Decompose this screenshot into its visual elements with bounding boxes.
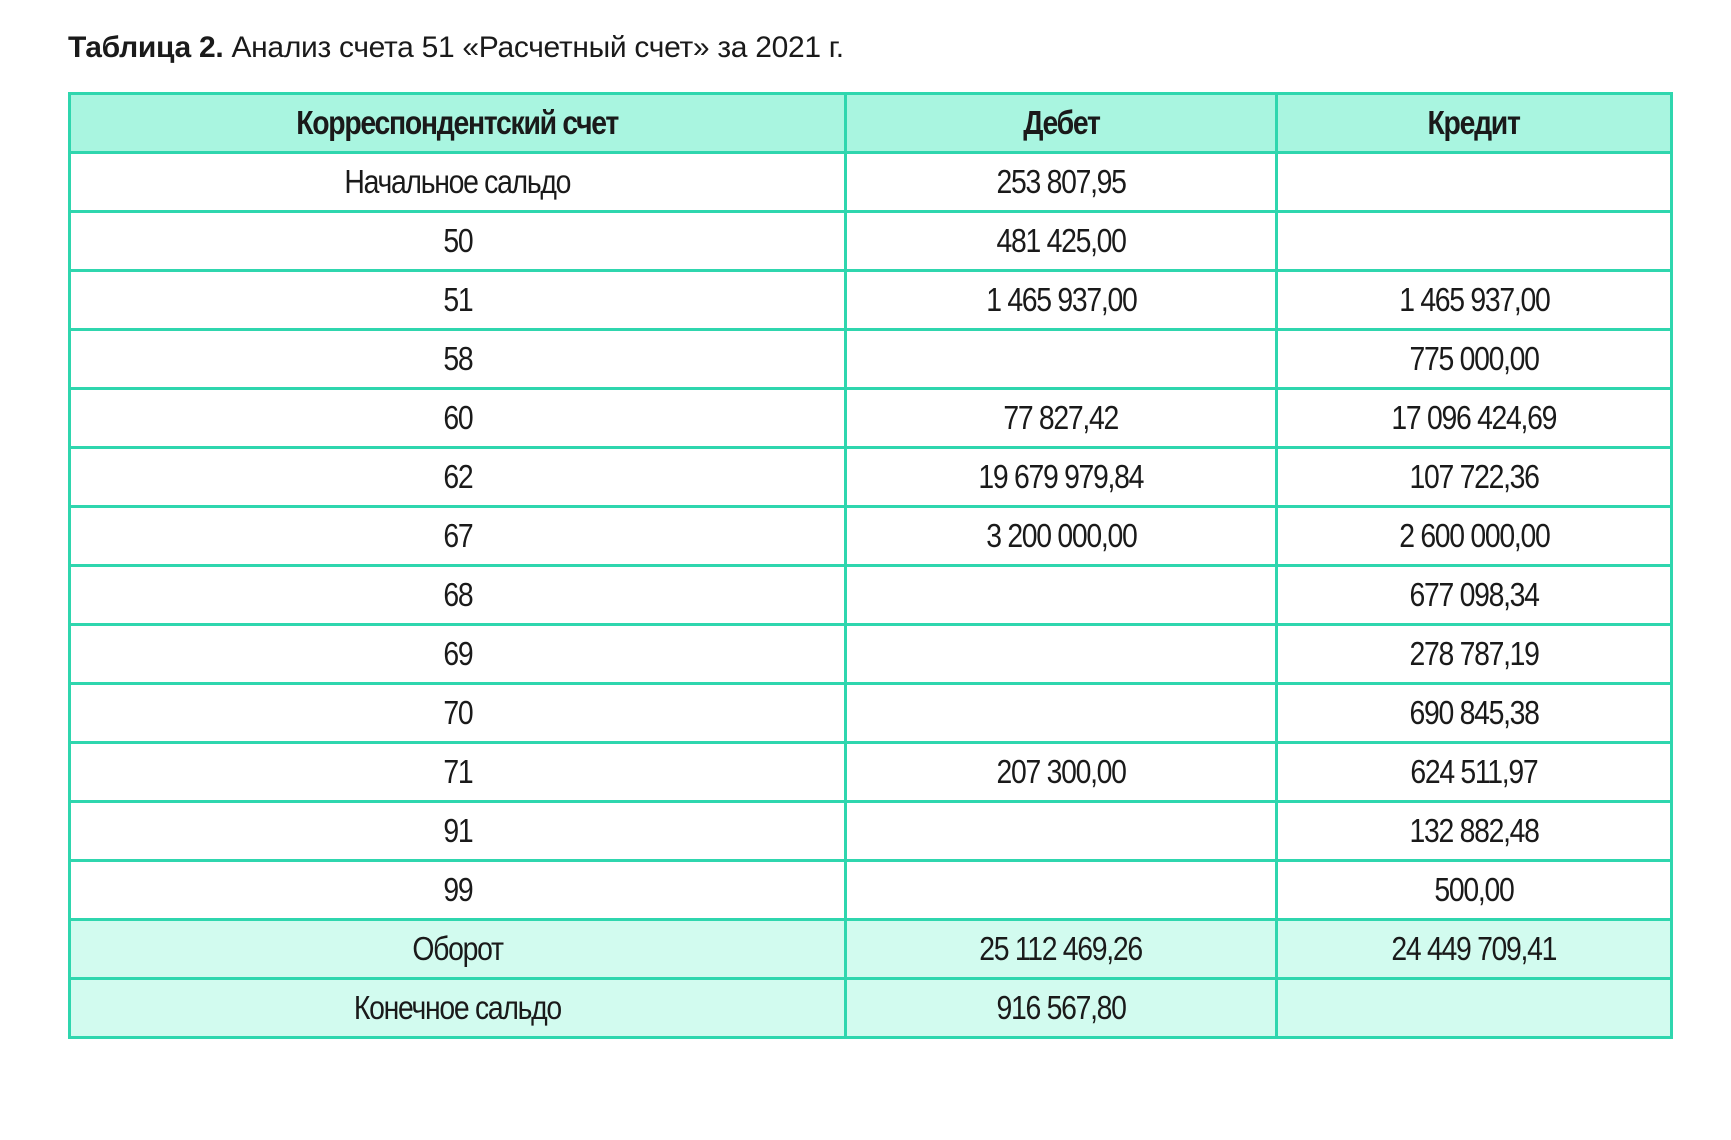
cell-credit (1277, 212, 1672, 271)
cell-account: 91 (70, 802, 846, 861)
cell-credit: 677 098,34 (1277, 566, 1672, 625)
cell-debit (846, 861, 1277, 920)
header-corresponding-account: Корреспондентский счет (70, 94, 846, 153)
cell-credit: 132 882,48 (1277, 802, 1672, 861)
cell-credit: 278 787,19 (1277, 625, 1672, 684)
table-row (70, 684, 1672, 743)
table-row (70, 802, 1672, 861)
cell-debit: 207 300,00 (846, 743, 1277, 802)
cell-debit (846, 684, 1277, 743)
cell-account: 60 (70, 389, 846, 448)
cell-account: 62 (70, 448, 846, 507)
cell-debit: 25 112 469,26 (846, 920, 1277, 979)
cell-debit: 19 679 979,84 (846, 448, 1277, 507)
table-row (70, 743, 1672, 802)
table-row (70, 153, 1672, 212)
cell-credit: 690 845,38 (1277, 684, 1672, 743)
cell-debit: 1 465 937,00 (846, 271, 1277, 330)
cell-credit: 2 600 000,00 (1277, 507, 1672, 566)
header-debit: Дебет (846, 94, 1277, 153)
cell-account: 67 (70, 507, 846, 566)
table-row (70, 448, 1672, 507)
cell-debit (846, 802, 1277, 861)
cell-account: 51 (70, 271, 846, 330)
caption-label: Таблица 2. (68, 31, 224, 64)
table-row (70, 861, 1672, 920)
table-caption (68, 28, 844, 68)
cell-debit: 253 807,95 (846, 153, 1277, 212)
cell-account: 99 (70, 861, 846, 920)
cell-account: 70 (70, 684, 846, 743)
cell-account: 69 (70, 625, 846, 684)
cell-account: Начальное сальдо (70, 153, 846, 212)
cell-debit (846, 566, 1277, 625)
cell-credit: 500,00 (1277, 861, 1672, 920)
cell-credit: 775 000,00 (1277, 330, 1672, 389)
table-row (70, 330, 1672, 389)
cell-account: 58 (70, 330, 846, 389)
cell-debit: 916 567,80 (846, 979, 1277, 1038)
cell-credit (1277, 979, 1672, 1038)
table-row (70, 507, 1672, 566)
caption-text: Анализ счета 51 «Расчетный счет» за 2021 г. (231, 31, 844, 64)
table-row (70, 271, 1672, 330)
table-row (70, 566, 1672, 625)
cell-credit: 24 449 709,41 (1277, 920, 1672, 979)
summary-row (70, 920, 1672, 979)
cell-account: Конечное сальдо (70, 979, 846, 1038)
cell-debit (846, 625, 1277, 684)
header-row (70, 94, 1672, 153)
summary-row (70, 979, 1672, 1038)
cell-debit (846, 330, 1277, 389)
cell-debit: 481 425,00 (846, 212, 1277, 271)
cell-credit: 107 722,36 (1277, 448, 1672, 507)
cell-credit: 1 465 937,00 (1277, 271, 1672, 330)
cell-debit: 3 200 000,00 (846, 507, 1277, 566)
cell-credit: 624 511,97 (1277, 743, 1672, 802)
cell-account: 50 (70, 212, 846, 271)
cell-debit: 77 827,42 (846, 389, 1277, 448)
cell-credit: 17 096 424,69 (1277, 389, 1672, 448)
table-row (70, 389, 1672, 448)
table-row (70, 212, 1672, 271)
account-analysis-table (68, 92, 1673, 1039)
cell-account: 71 (70, 743, 846, 802)
header-credit: Кредит (1277, 94, 1672, 153)
cell-account: 68 (70, 566, 846, 625)
cell-account: Оборот (70, 920, 846, 979)
table-row (70, 625, 1672, 684)
cell-credit (1277, 153, 1672, 212)
